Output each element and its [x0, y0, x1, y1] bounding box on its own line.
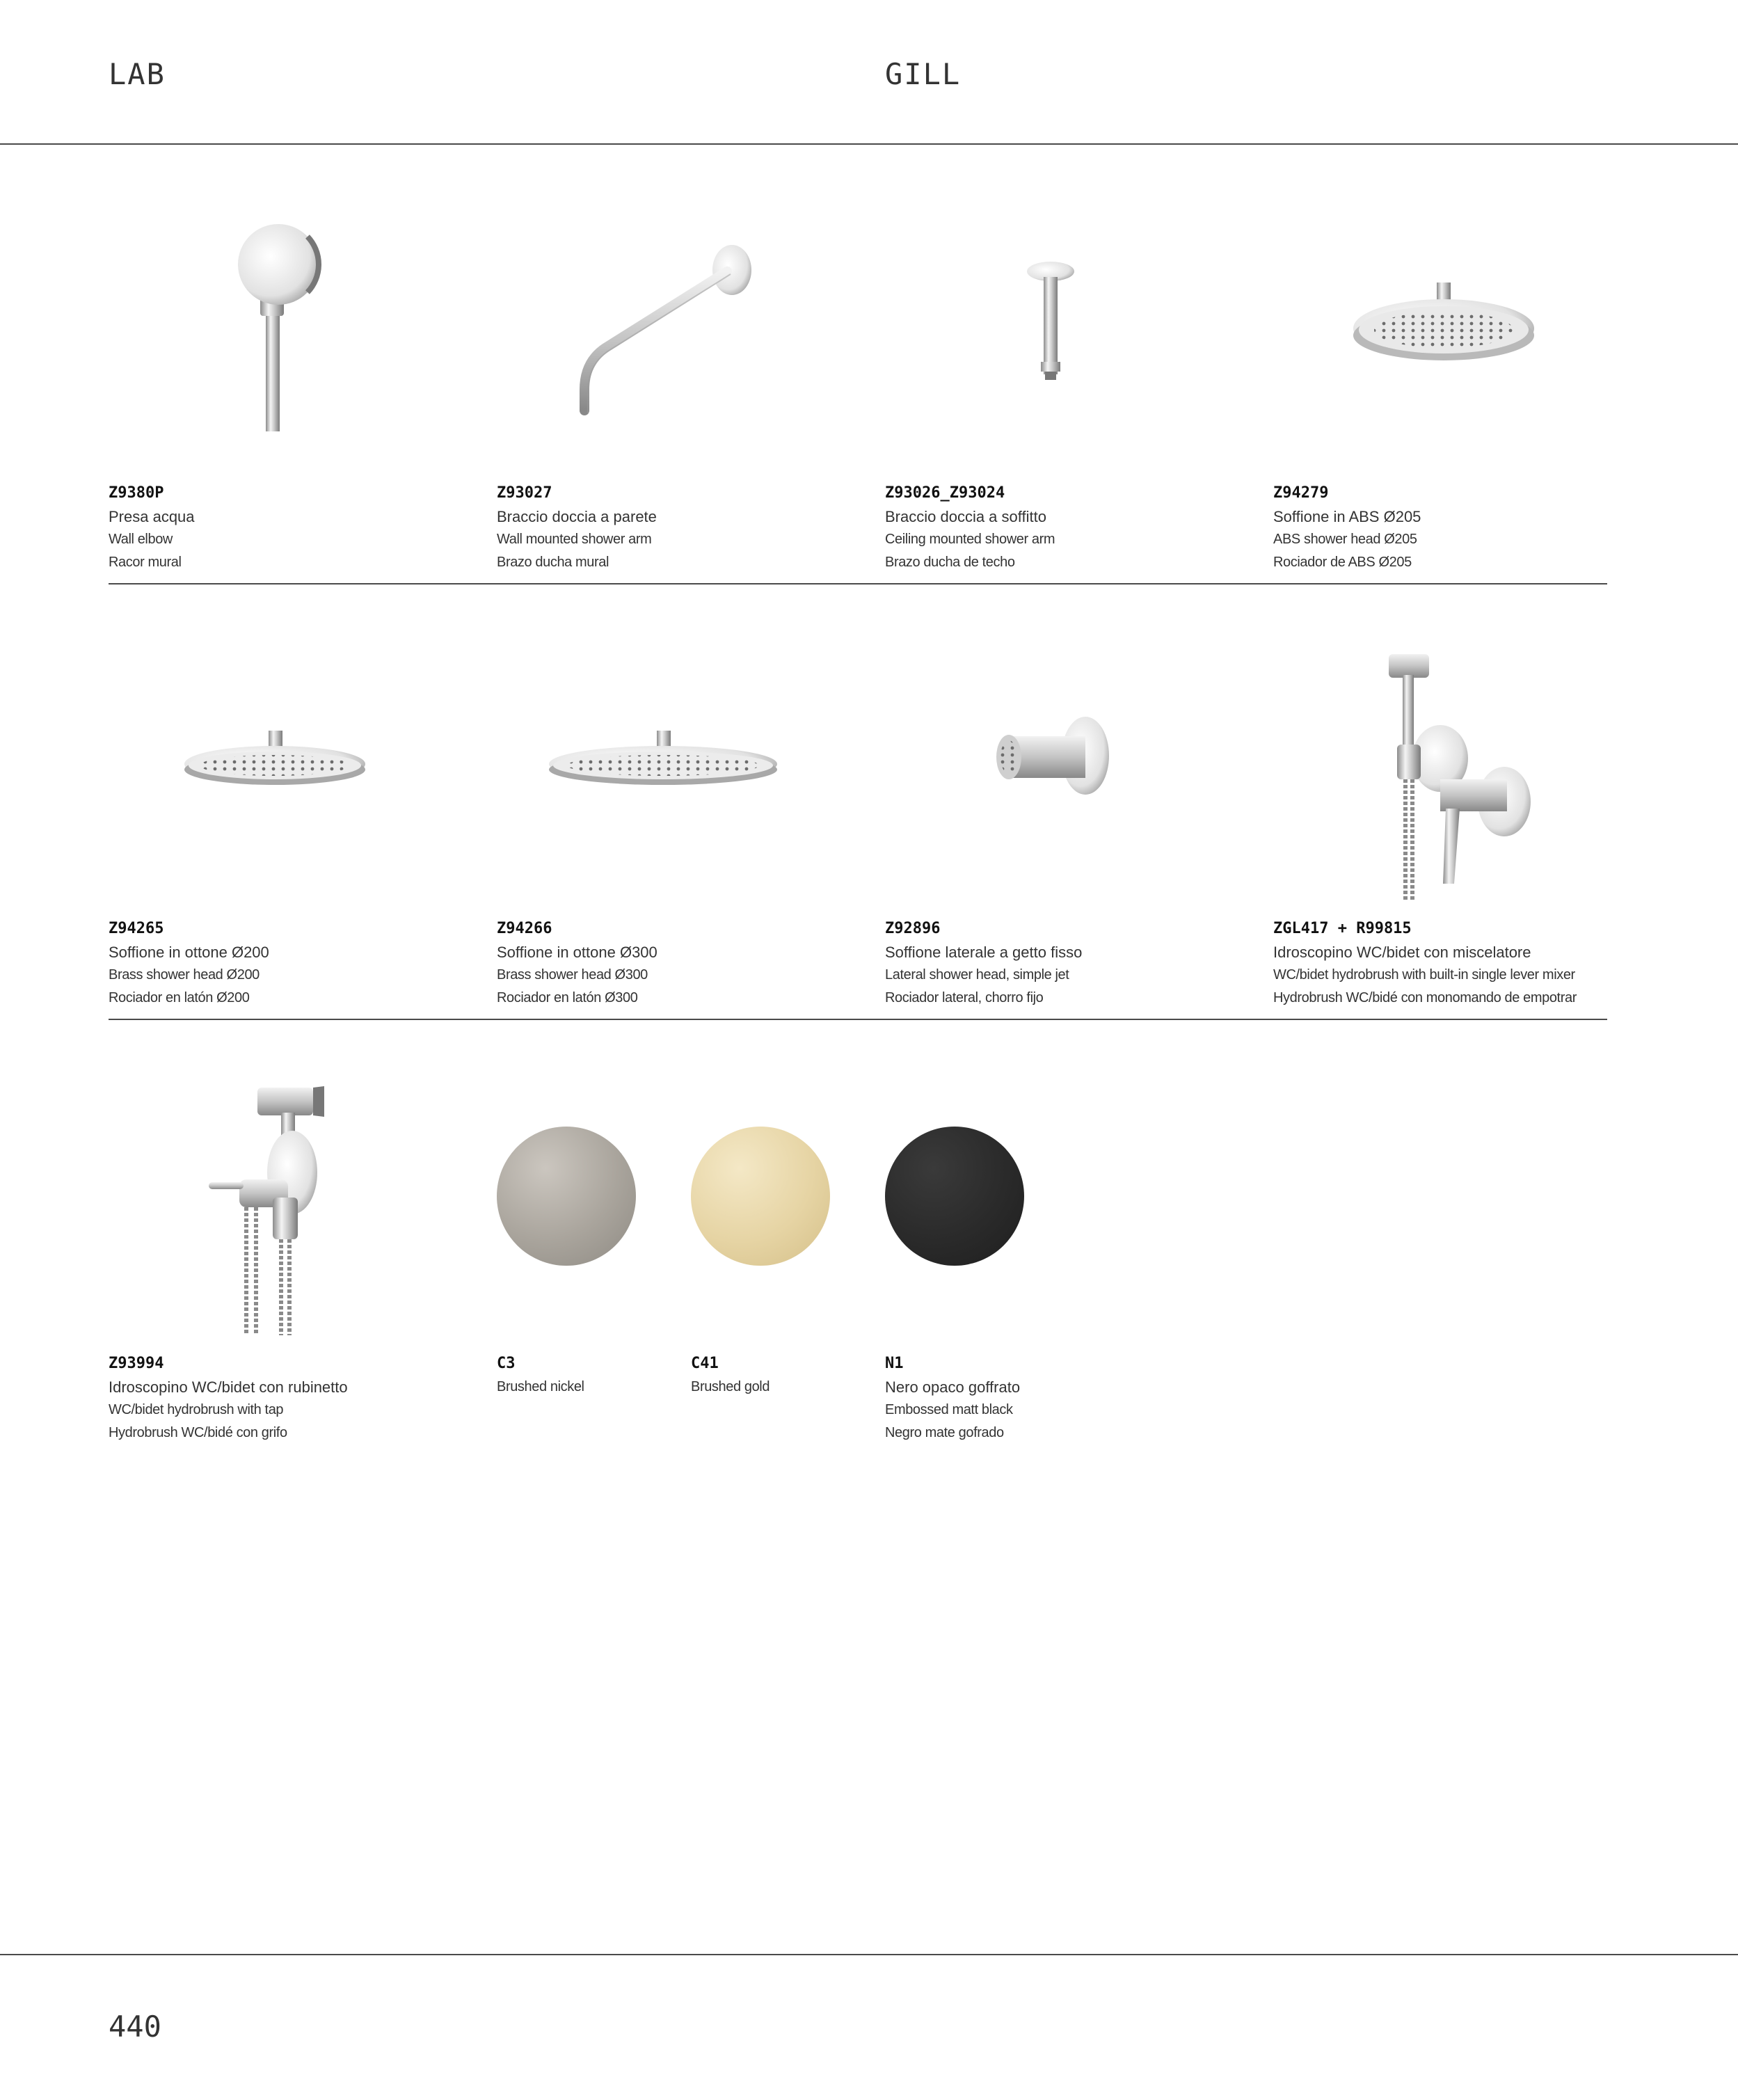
description-english: ABS shower head Ø205	[1273, 532, 1417, 547]
description-italian: Braccio doccia a parete	[497, 508, 657, 525]
product-code: Z93994	[109, 1355, 164, 1372]
description-english: Wall mounted shower arm	[497, 532, 652, 547]
product-caption	[497, 482, 657, 574]
product-caption	[1273, 482, 1421, 574]
finish-caption	[497, 1352, 584, 1399]
row-divider	[109, 583, 1607, 584]
finish-name-italian: Nero opaco goffrato	[885, 1378, 1021, 1396]
finish-name-english: Brushed nickel	[497, 1379, 584, 1394]
product-code: Z93026_Z93024	[885, 484, 1005, 502]
collection-title-lab: LAB	[109, 57, 166, 91]
finish-code: N1	[885, 1355, 904, 1372]
description-spanish: Rociador en latón Ø300	[497, 990, 638, 1005]
finish-code: C41	[691, 1355, 719, 1372]
description-spanish: Rociador de ABS Ø205	[1273, 555, 1412, 570]
page-number: 440	[109, 2010, 161, 2044]
description-spanish: Rociador en latón Ø200	[109, 990, 250, 1005]
description-english: Ceiling mounted shower arm	[885, 532, 1055, 547]
finish-name-english: Embossed matt black	[885, 1402, 1013, 1417]
product-caption	[885, 917, 1082, 1010]
brass-shower-head-300-icon	[547, 724, 779, 800]
description-spanish: Brazo ducha de techo	[885, 555, 1015, 570]
product-code: Z9380P	[109, 484, 164, 502]
wall-elbow-icon	[230, 223, 327, 438]
lateral-shower-head-icon	[988, 710, 1113, 814]
description-english: Lateral shower head, simple jet	[885, 967, 1069, 983]
finish-caption	[885, 1352, 1020, 1445]
description-spanish: Hydrobrush WC/bidé con grifo	[109, 1425, 287, 1440]
product-code: Z93027	[497, 484, 552, 502]
footer-divider	[0, 1954, 1738, 1955]
description-italian: Idroscopino WC/bidet con rubinetto	[109, 1378, 348, 1396]
ceiling-shower-arm-icon	[1009, 257, 1092, 397]
description-italian: Soffione in ABS Ø205	[1273, 508, 1421, 525]
finish-name-english: Brushed gold	[691, 1379, 770, 1394]
description-english: WC/bidet hydrobrush with built-in single lever mixer	[1273, 967, 1575, 983]
description-italian: Soffione in ottone Ø300	[497, 944, 657, 961]
wall-shower-arm-icon	[571, 244, 758, 417]
product-caption	[885, 482, 1055, 574]
description-italian: Soffione laterale a getto fisso	[885, 944, 1083, 961]
description-italian: Braccio doccia a soffitto	[885, 508, 1046, 525]
collection-title-gill: GILL	[885, 57, 962, 91]
product-caption	[109, 1352, 348, 1445]
description-spanish: Rociador lateral, chorro fijo	[885, 990, 1044, 1005]
product-code: Z94279	[1273, 484, 1329, 502]
description-english: Brass shower head Ø300	[497, 967, 648, 983]
product-caption	[109, 482, 195, 574]
hydrobrush-tap-icon	[195, 1082, 334, 1339]
row-divider	[109, 1019, 1607, 1020]
abs-shower-head-icon	[1350, 278, 1538, 376]
finish-code: C3	[497, 1355, 516, 1372]
description-italian: Soffione in ottone Ø200	[109, 944, 269, 961]
description-spanish: Racor mural	[109, 555, 182, 570]
brass-shower-head-200-icon	[181, 724, 369, 800]
finish-caption	[691, 1352, 770, 1399]
product-code: ZGL417 + R99815	[1273, 920, 1412, 937]
swatch-brushed-gold	[691, 1127, 830, 1266]
description-english: Brass shower head Ø200	[109, 967, 260, 983]
hydrobrush-mixer-icon	[1364, 647, 1538, 905]
description-english: Wall elbow	[109, 532, 173, 547]
swatch-brushed-nickel	[497, 1127, 636, 1266]
description-italian: Presa acqua	[109, 508, 195, 525]
swatch-embossed-matt-black	[885, 1127, 1024, 1266]
description-english: WC/bidet hydrobrush with tap	[109, 1402, 284, 1417]
product-caption	[109, 917, 269, 1010]
product-code: Z92896	[885, 920, 941, 937]
product-caption	[497, 917, 657, 1010]
header-divider	[0, 143, 1738, 145]
product-code: Z94265	[109, 920, 164, 937]
description-spanish: Hydrobrush WC/bidé con monomando de empotrar	[1273, 990, 1577, 1005]
finish-name-spanish: Negro mate gofrado	[885, 1425, 1004, 1440]
product-caption	[1273, 917, 1577, 1010]
product-code: Z94266	[497, 920, 552, 937]
description-italian: Idroscopino WC/bidet con miscelatore	[1273, 944, 1531, 961]
description-spanish: Brazo ducha mural	[497, 555, 609, 570]
